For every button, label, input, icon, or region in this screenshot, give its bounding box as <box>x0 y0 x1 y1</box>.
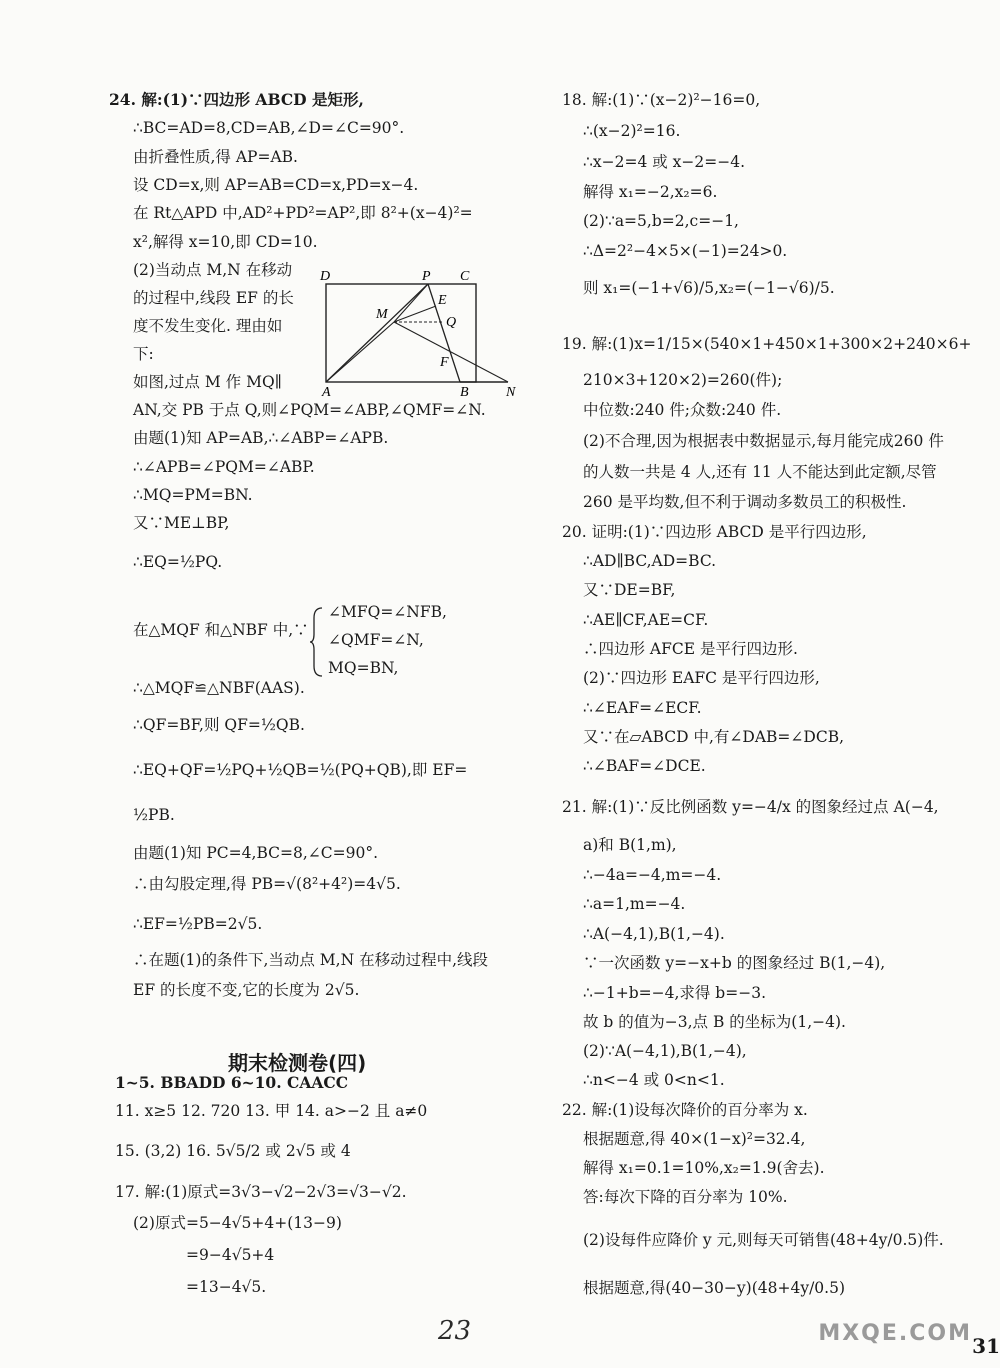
left-text-line: ∴EQ+QF=½PQ+½QB=½(PQ+QB),即 EF= <box>133 761 468 779</box>
label-Q: Q <box>446 315 457 330</box>
right-text-line: 19. 解:(1)x=1/15×(540×1+450×1+300×2+240×6+ <box>562 335 972 353</box>
right-text-line: 则 x₁=(−1+√6)/5,x₂=(−1−√6)/5. <box>583 279 835 297</box>
left-text-line: x²,解得 x=10,即 CD=10. <box>133 233 318 251</box>
right-text-line: ∴−4a=−4,m=−4. <box>583 866 722 884</box>
label-B: B <box>460 385 469 398</box>
label-D: D <box>320 269 331 284</box>
right-text-line: 的人数一共是 4 人,还有 11 人不能达到此定额,尽管 <box>583 463 937 481</box>
left-text-line: ∴∠APB=∠PQM=∠ABP. <box>133 458 315 476</box>
left-text-line: ∴EQ=½PQ. <box>133 553 223 571</box>
right-text-line: 20. 证明:(1)∵四边形 ABCD 是平行四边形, <box>562 523 867 541</box>
left-text-line: =9−4√5+4 <box>186 1246 275 1264</box>
right-text-line: 根据题意,得 40×(1−x)²=32.4, <box>583 1130 806 1148</box>
left-text-line: (2)当动点 M,N 在移动 <box>133 261 293 279</box>
left-text-line: ∴在题(1)的条件下,当动点 M,N 在移动过程中,线段 <box>133 951 489 969</box>
right-text-line: ∵一次函数 y=−x+b 的图象经过 B(1,−4), <box>583 954 886 972</box>
left-text-line: 由折叠性质,得 AP=AB. <box>133 148 298 166</box>
left-text-line: 在△MQF 和△NBF 中,∵ <box>133 621 309 639</box>
label-F: F <box>440 355 449 370</box>
label-C: C <box>460 269 470 284</box>
right-text-line: 根据题意,得(40−30−y)(48+4y/0.5) <box>583 1279 845 1297</box>
right-text-line: 21. 解:(1)∵反比例函数 y=−4/x 的图象经过点 A(−4, <box>562 798 939 816</box>
right-text-line: (2)∵a=5,b=2,c=−1, <box>583 212 739 230</box>
right-text-line: 又∵在▱ABCD 中,有∠DAB=∠DCB, <box>583 728 845 746</box>
label-M: M <box>376 307 388 322</box>
left-text-line: 由题(1)知 AP=AB,∴∠ABP=∠APB. <box>133 429 389 447</box>
right-text-line: 22. 解:(1)设每次降价的百分率为 x. <box>562 1101 808 1119</box>
right-text-line: ∴x−2=4 或 x−2=−4. <box>583 153 746 171</box>
right-text-line: ∴a=1,m=−4. <box>583 895 686 913</box>
left-text-line: 如图,过点 M 作 MQ∥ <box>133 373 282 391</box>
left-text-line: 的过程中,线段 EF 的长 <box>133 289 294 307</box>
geometry-figure <box>318 266 518 398</box>
page-number: 31 <box>972 1334 1000 1358</box>
right-text-line: ∴(x−2)²=16. <box>583 122 681 140</box>
left-text-line: AN,交 PB 于点 Q,则∠PQM=∠ABP,∠QMF=∠N. <box>133 401 486 419</box>
right-text-line: ∴∠EAF=∠ECF. <box>583 699 702 717</box>
left-text-line: ½PB. <box>133 806 175 824</box>
left-text-line: ∴QF=BF,则 QF=½QB. <box>133 716 305 734</box>
left-text-line: ∴MQ=PM=BN. <box>133 486 253 504</box>
left-text-line: (2)原式=5−4√5+4+(13−9) <box>133 1214 342 1232</box>
label-A: A <box>322 385 331 398</box>
brace-line-2: ∠QMF=∠N, <box>328 631 424 649</box>
right-text-line: ∴AE∥CF,AE=CF. <box>583 611 709 629</box>
left-text-line: 设 CD=x,则 AP=AB=CD=x,PD=x−4. <box>133 176 419 194</box>
right-text-line: ∴四边形 AFCE 是平行四边形. <box>583 640 798 658</box>
right-text-line: 中位数:240 件;众数:240 件. <box>583 401 782 419</box>
brace-line-3: MQ=BN, <box>328 659 399 677</box>
right-text-line: 210×3+120×2)=260(件); <box>583 371 783 389</box>
left-text-line: 在 Rt△APD 中,AD²+PD²=AP²,即 8²+(x−4)²= <box>133 204 473 222</box>
brace-icon <box>310 606 324 678</box>
right-text-line: ∴n<−4 或 0<n<1. <box>583 1071 725 1089</box>
left-text-line: ∴EF=½PB=2√5. <box>133 915 263 933</box>
watermark-logo: MXQE.COM <box>818 1321 972 1346</box>
left-text-line: 度不发生变化. 理由如 <box>133 317 283 335</box>
right-text-line: 答:每次下降的百分率为 10%. <box>583 1188 788 1206</box>
right-text-line: ∴A(−4,1),B(1,−4). <box>583 925 725 943</box>
left-text-line: ∴由勾股定理,得 PB=√(8²+4²)=4√5. <box>133 875 401 893</box>
left-text-line: 1~5. BBADD 6~10. CAACC <box>115 1073 349 1092</box>
right-text-line: ∴Δ=2²−4×5×(−1)=24>0. <box>583 242 788 260</box>
right-text-line: a)和 B(1,m), <box>583 836 677 854</box>
left-text-line: 由题(1)知 PC=4,BC=8,∠C=90°. <box>133 844 378 862</box>
section-title: 期末检测卷(四) <box>228 1051 367 1075</box>
right-text-line: 18. 解:(1)∵(x−2)²−16=0, <box>562 91 761 109</box>
right-text-line: (2)∵A(−4,1),B(1,−4), <box>583 1042 747 1060</box>
brace-line-1: ∠MFQ=∠NFB, <box>328 603 447 621</box>
left-text-line: 11. x≥5 12. 720 13. 甲 14. a>−2 且 a≠0 <box>115 1102 428 1120</box>
left-text-line: EF 的长度不变,它的长度为 2√5. <box>133 981 360 999</box>
right-text-line: ∴AD∥BC,AD=BC. <box>583 552 717 570</box>
label-P: P <box>422 269 431 284</box>
right-text-line: 解得 x₁=0.1=10%,x₂=1.9(舍去). <box>583 1159 825 1177</box>
right-text-line: (2)设每件应降价 y 元,则每天可销售(48+4y/0.5)件. <box>583 1231 944 1249</box>
left-text-line: 24. 解:(1)∵四边形 ABCD 是矩形, <box>109 90 364 109</box>
right-text-line: ∴∠BAF=∠DCE. <box>583 757 706 775</box>
right-text-line: 解得 x₁=−2,x₂=6. <box>583 183 718 201</box>
left-text-line: 17. 解:(1)原式=3√3−√2−2√3=√3−√2. <box>115 1183 407 1201</box>
left-text-line: =13−4√5. <box>186 1278 267 1296</box>
right-text-line: (2)∵四边形 EAFC 是平行四边形, <box>583 669 820 687</box>
right-text-line: 又∵DE=BF, <box>583 581 676 599</box>
label-N: N <box>506 385 516 398</box>
label-E: E <box>438 293 447 308</box>
left-text-line: 下: <box>133 345 154 363</box>
handwritten-mark: 23 <box>438 1316 472 1346</box>
left-text-line: 又∵ME⊥BP, <box>133 514 230 532</box>
right-text-line: ∴−1+b=−4,求得 b=−3. <box>583 984 766 1002</box>
right-text-line: 260 是平均数,但不利于调动多数员工的积极性. <box>583 493 907 511</box>
left-text-line: ∴BC=AD=8,CD=AB,∠D=∠C=90°. <box>133 119 405 137</box>
left-text-line: ∴△MQF≌△NBF(AAS). <box>133 679 305 697</box>
right-text-line: 故 b 的值为−3,点 B 的坐标为(1,−4). <box>583 1013 846 1031</box>
right-text-line: (2)不合理,因为根据表中数据显示,每月能完成260 件 <box>583 432 944 450</box>
left-text-line: 15. (3,2) 16. 5√5/2 或 2√5 或 4 <box>115 1142 351 1160</box>
